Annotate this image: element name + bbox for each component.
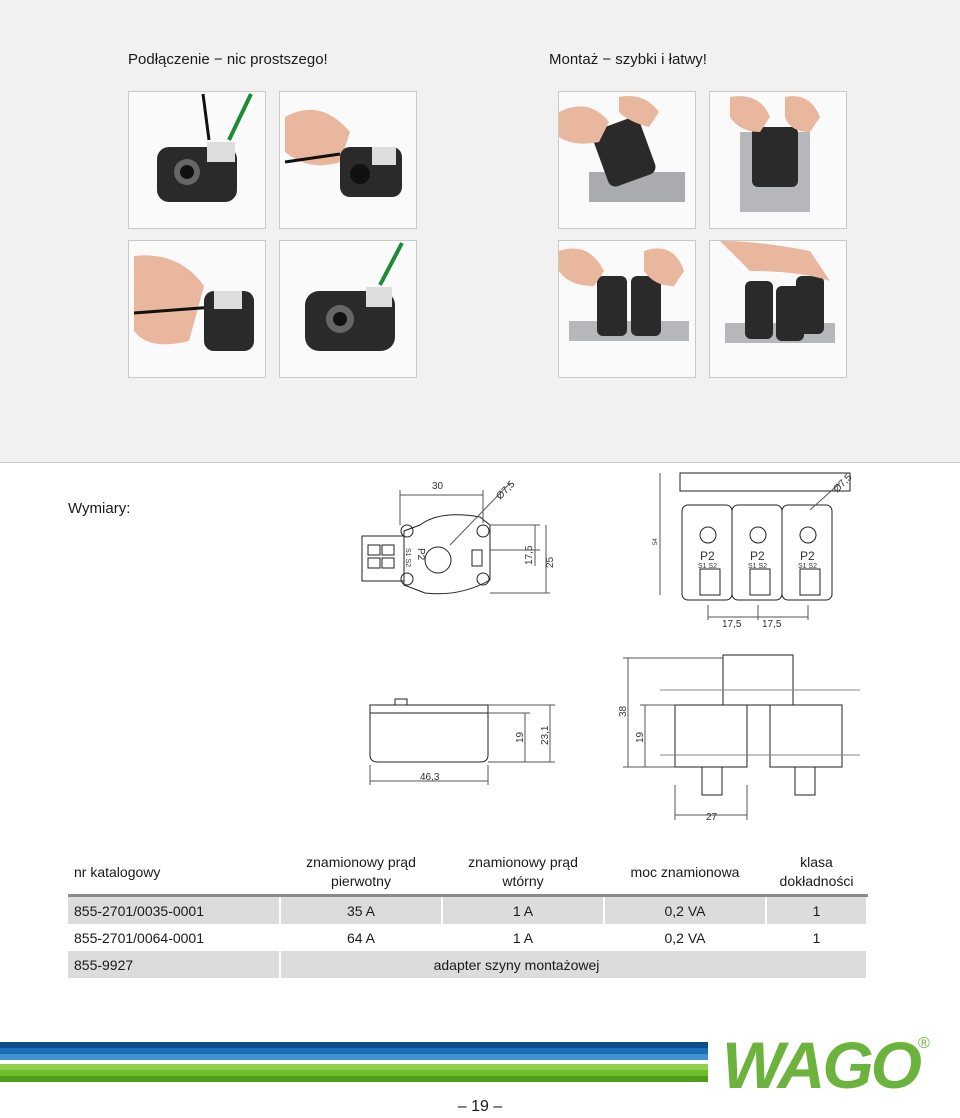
top-view-width: 30: [432, 481, 444, 492]
cell-primary-current: 35 A: [280, 896, 442, 925]
rail-view-marking-p-1: P2: [700, 549, 715, 563]
footer-color-bars: [0, 1042, 708, 1082]
header-rated-power: moc znamionowa: [604, 850, 766, 896]
cell-primary-current: 64 A: [280, 924, 442, 951]
dimensions-label: Wymiary:: [68, 500, 131, 517]
din-rail-photo-icon: [710, 92, 846, 228]
wago-logo: [720, 1030, 940, 1105]
din-rail-photo-icon: [710, 241, 846, 377]
front-view-height: 38: [618, 705, 629, 717]
heading-connection: Podłączenie − nic prostszego!: [128, 51, 328, 68]
photo-mount-step-2: [709, 91, 847, 229]
side-view-h2: 23,1: [540, 725, 551, 745]
wago-logo-icon: [720, 1030, 940, 1100]
din-rail-photo-icon: [559, 241, 695, 377]
rail-view-marking-p-2: P2: [750, 549, 765, 563]
section-divider: [0, 462, 960, 463]
top-view-h1: 17,5: [524, 545, 535, 565]
header-primary-current: znamionowy prąd pierwotny: [280, 850, 442, 896]
side-view-drawing: [370, 699, 555, 785]
cell-rated-power: 0,2 VA: [604, 896, 766, 925]
photo-mount-step-4: [709, 240, 847, 378]
photo-mount-step-1: [558, 91, 696, 229]
top-view-marking-s: S1 S2: [404, 548, 411, 568]
cell-secondary-current: 1 A: [442, 924, 604, 951]
hand-insert-wire-photo-icon: [129, 241, 265, 377]
top-view-h2: 25: [545, 556, 556, 568]
table-header-row: [68, 850, 867, 896]
table-row: [68, 924, 867, 951]
photo-connect-step-2: [279, 91, 417, 229]
header-catalog-number: nr katalogowy: [68, 850, 280, 896]
cell-adapter-code: 855-9927: [68, 951, 280, 978]
top-view-hole: Ø7,5: [494, 479, 518, 503]
dimension-drawings: [340, 465, 860, 835]
rail-view-pitch1: 17,5: [722, 619, 742, 630]
cell-accuracy-class: 1: [766, 896, 867, 925]
wago-registered-mark: ®: [918, 1035, 930, 1052]
header-accuracy-class: klasa dokładności: [766, 850, 867, 896]
wago-logo-text: WAGO: [722, 1030, 919, 1100]
cell-accuracy-class: 1: [766, 924, 867, 951]
photo-connect-step-1: [128, 91, 266, 229]
photo-connect-step-3: [128, 240, 266, 378]
cell-secondary-current: 1 A: [442, 896, 604, 925]
rail-view-pitch2: 17,5: [762, 619, 782, 630]
page-number: – 19 –: [457, 1098, 503, 1115]
specification-table: [68, 850, 868, 978]
rail-view-marking-s-1: S1 S2: [698, 563, 718, 570]
screwdriver-photo-icon: [280, 241, 416, 377]
front-view-drawing: [623, 655, 860, 820]
photo-connect-step-4: [279, 240, 417, 378]
rail-view-height: 54: [653, 538, 659, 545]
side-view-length: 46,3: [420, 772, 440, 783]
table-row: [68, 896, 867, 925]
rail-view-drawing: [660, 473, 850, 620]
rail-view-marking-s-3: S1 S2: [798, 563, 818, 570]
cell-catalog-number: 855-2701/0064-0001: [68, 924, 280, 951]
cell-rated-power: 0,2 VA: [604, 924, 766, 951]
rail-view-hole: Ø7,5: [831, 472, 855, 496]
cell-catalog-number: 855-2701/0035-0001: [68, 896, 280, 925]
rail-view-marking-p-3: P2: [800, 549, 815, 563]
cell-adapter-description: adapter szyny montażowej: [280, 951, 867, 978]
top-view-marking-p: P2: [415, 548, 426, 561]
din-rail-photo-icon: [559, 92, 695, 228]
heading-mounting: Montaż − szybki i łatwy!: [549, 51, 707, 68]
side-view-h1: 19: [515, 731, 526, 743]
table-row-adapter: [68, 951, 867, 978]
photo-section-background: [0, 0, 960, 462]
hand-wire-photo-icon: [280, 92, 416, 228]
front-view-width: 27: [706, 812, 718, 823]
current-transformer-photo-icon: [129, 92, 265, 228]
photo-mount-step-3: [558, 240, 696, 378]
top-view-drawing: [362, 483, 550, 594]
rail-view-marking-s-2: S1 S2: [748, 563, 768, 570]
front-view-h1: 19: [635, 731, 646, 743]
header-secondary-current: znamionowy prąd wtórny: [442, 850, 604, 896]
